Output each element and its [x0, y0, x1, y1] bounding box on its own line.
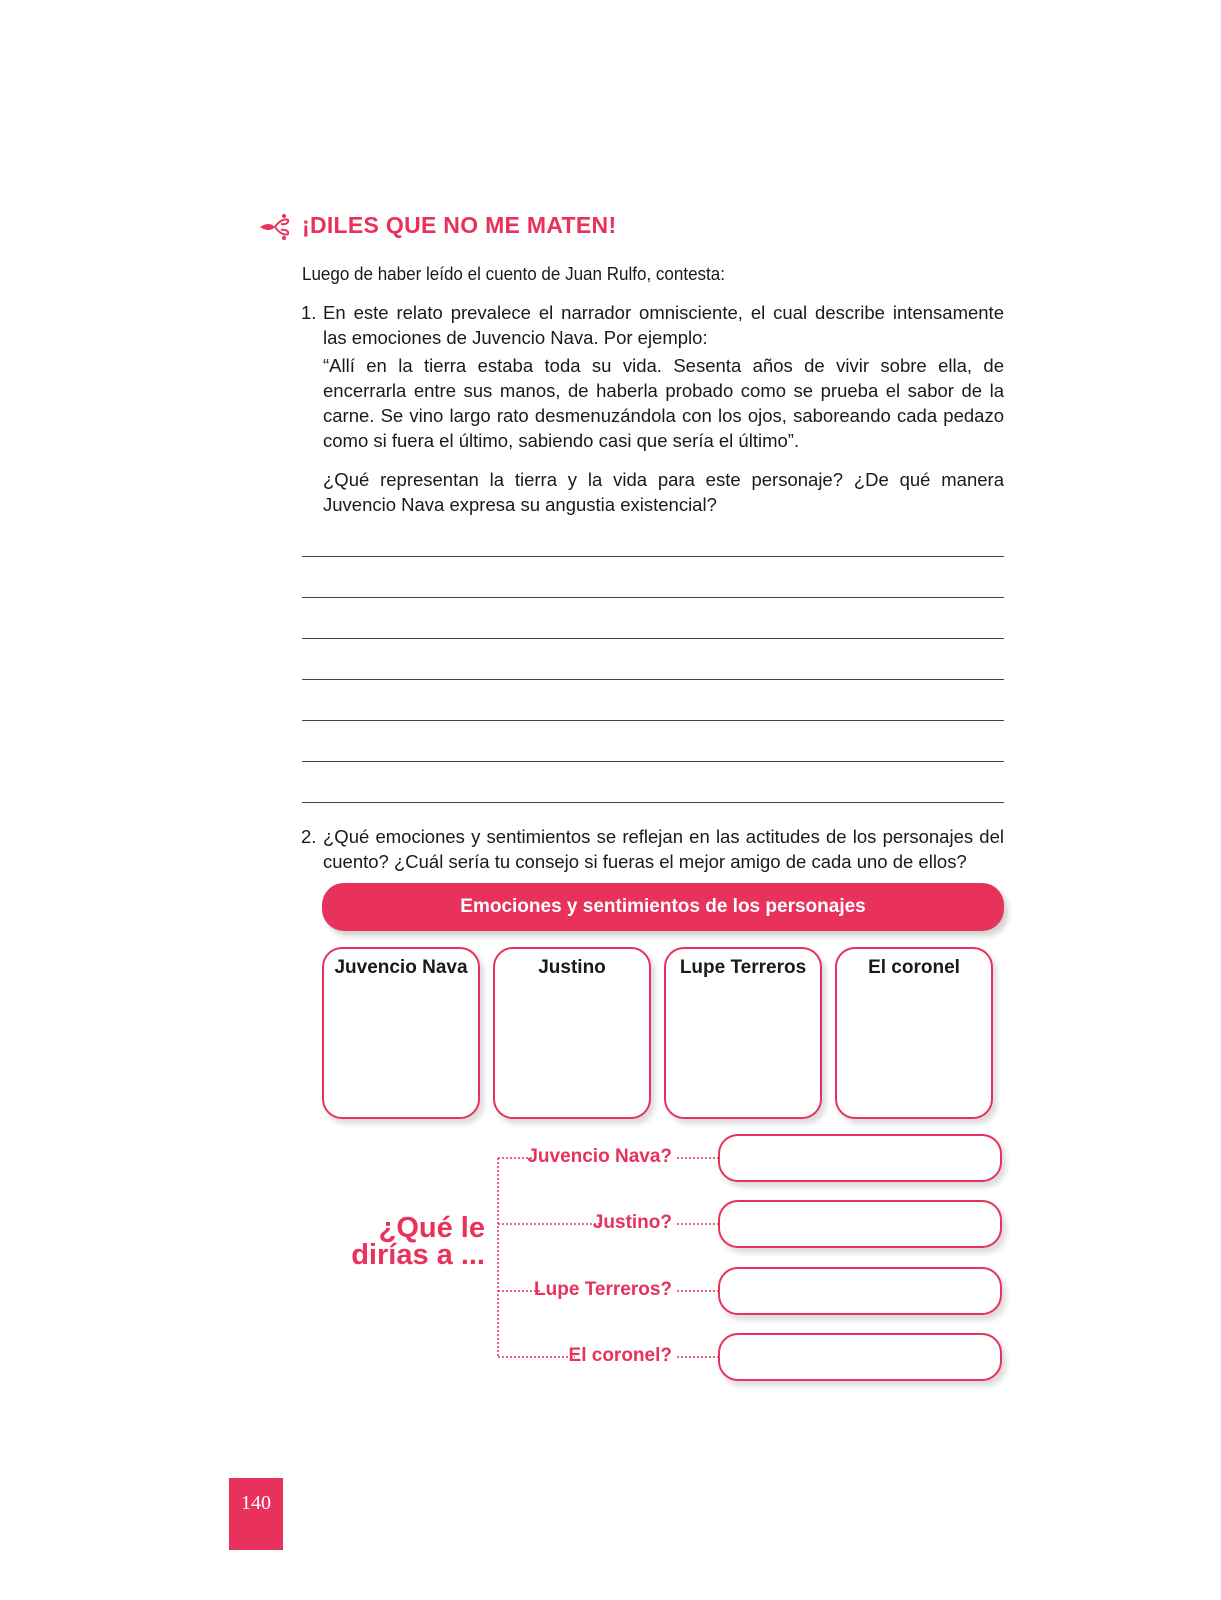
advice-target-coronel: El coronel? [568, 1345, 672, 1366]
question-1-number: 1. [301, 302, 317, 323]
character-card-justino[interactable] [493, 947, 651, 1119]
answer-line[interactable] [302, 556, 1004, 557]
character-card-juvencio[interactable] [322, 947, 480, 1119]
question-1-quote: “Allí en la tierra estaba toda su vida. Sesenta años de vivir sobre ella, de encerrarla entre sus manos, de haberla probado como se prueba el sabor de la carne. Se vino largo rato desmenuzándola con los ojos, saboreando cada pedazo como si fuera el último, sabiendo casi que sería el último”. [323, 355, 1004, 451]
advice-prompt [330, 1212, 485, 1271]
character-name: Lupe Terreros [679, 957, 807, 978]
character-name: Juvencio Nava [334, 957, 468, 978]
question-1-prompt: ¿Qué representan la tierra y la vida para este personaje? ¿De qué manera Juvencio Nava expresa su angustia existencial? [323, 469, 1004, 515]
answer-line[interactable] [302, 679, 1004, 680]
question-2-text: ¿Qué emociones y sentimientos se reflejan en las actitudes de los personajes del cuento? ¿Cuál sería tu consejo si fueras el mejor amigo de cada uno de ellos? [323, 826, 1004, 872]
advice-target-justino: Justino? [592, 1212, 672, 1233]
answer-line[interactable] [302, 597, 1004, 598]
intro-text: Luego de haber leído el cuento de Juan Rulfo, contesta: [302, 263, 725, 284]
fleur-ornament-icon [258, 212, 292, 242]
advice-answer-coronel[interactable] [718, 1333, 1002, 1381]
question-2-number: 2. [301, 826, 317, 847]
answer-line[interactable] [302, 638, 1004, 639]
dotted-connector [495, 1150, 725, 1370]
answer-line[interactable] [302, 761, 1004, 762]
character-name: El coronel [868, 957, 960, 978]
answer-line[interactable] [302, 802, 1004, 803]
advice-prompt-line1: ¿Qué le [378, 1212, 485, 1244]
section-title: ¡DILES QUE NO ME MATEN! [302, 212, 617, 238]
advice-answer-justino[interactable] [718, 1200, 1002, 1248]
character-card-lupe[interactable] [664, 947, 822, 1119]
character-name: Justino [538, 957, 606, 978]
table-header-banner: Emociones y sentimientos de los personajes [322, 883, 1004, 931]
character-card-coronel[interactable] [835, 947, 993, 1119]
advice-answer-juvencio[interactable] [718, 1134, 1002, 1182]
advice-prompt-line2: dirías a ... [351, 1239, 485, 1271]
advice-answer-lupe[interactable] [718, 1267, 1002, 1315]
question-1-text: En este relato prevalece el narrador omnisciente, el cual describe intensamente las emociones de Juvencio Nava. Por ejemplo: [323, 302, 1004, 348]
page-number: 140 [229, 1478, 283, 1550]
answer-line[interactable] [302, 720, 1004, 721]
advice-target-juvencio: Juvencio Nava? [527, 1146, 672, 1167]
advice-target-lupe: Lupe Terreros? [534, 1279, 672, 1300]
